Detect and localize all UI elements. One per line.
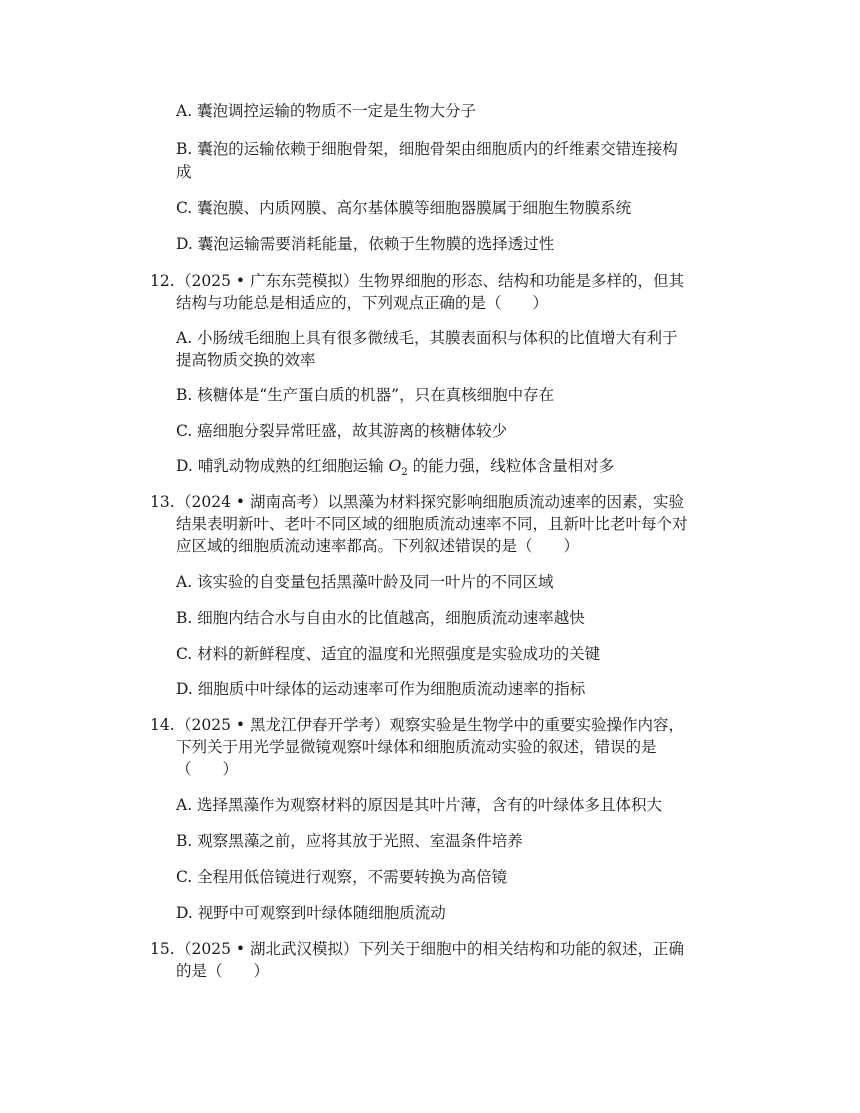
option-a: A. 选择黑藻作为观察材料的原因是其叶片薄，含有的叶绿体多且体积大 (176, 796, 663, 814)
option-b: B. 细胞内结合水与自由水的比值越高，细胞质流动速率越快 (176, 609, 585, 627)
option-a: A. 囊泡调控运输的物质不一定是生物大分子 (176, 102, 477, 120)
oxygen-subscript: 2 (401, 467, 408, 479)
option-c: C. 材料的新鲜程度、适宜的温度和光照强度是实验成功的关键 (176, 645, 601, 663)
option-b: B. 核糖体是“生产蛋白质的机器”，只在真核细胞中存在 (176, 386, 555, 404)
oxygen-formula (388, 457, 408, 479)
question-stem-line-2: 结果表明新叶、老叶不同区域的细胞质流动速率不同，且新叶比老叶每个对 (176, 515, 688, 533)
option-d-text: D. 哺乳动物成熟的红细胞运输 (176, 457, 384, 475)
option-c: C. 囊泡膜、内质网膜、高尔基体膜等细胞器膜属于细胞生物膜系统 (176, 199, 632, 217)
question-number: 13. (150, 493, 175, 511)
option-a: A. 小肠绒毛细胞上具有很多微绒毛，其膜表面积与体积的比值增大有利于 (176, 329, 678, 347)
option-b: B. 观察黑藻之前，应将其放于光照、室温条件培养 (176, 832, 523, 850)
question-stem-line-1: （2024 • 湖南高考）以黑藻为材料探究影响细胞质流动速率的因素，实验 (176, 493, 684, 511)
oxygen-symbol: O (388, 457, 402, 475)
option-a-continued: 提高物质交换的效率 (176, 351, 316, 369)
option-d (176, 456, 614, 483)
option-a: A. 该实验的自变量包括黑藻叶龄及同一叶片的不同区域 (176, 573, 554, 591)
question-stem-line-3: （ ） (176, 760, 239, 778)
question-number: 12. (150, 272, 175, 290)
option-d: D. 视野中可观察到叶绿体随细胞质流动 (176, 904, 446, 922)
question-number: 15. (150, 940, 175, 958)
option-c: C. 全程用低倍镜进行观察，不需要转换为高倍镜 (176, 868, 508, 886)
question-stem-line-1: （2025 • 湖北武汉模拟）下列关于细胞中的相关结构和功能的叙述，正确 (176, 940, 684, 958)
question-number: 14. (150, 716, 175, 734)
question-stem-line-2: 的是（ ） (176, 962, 270, 980)
option-d: D. 细胞质中叶绿体的运动速率可作为细胞质流动速率的指标 (176, 680, 586, 698)
question-stem-line-2: 下列关于用光学显微镜观察叶绿体和细胞质流动实验的叙述，错误的是 (176, 738, 657, 756)
question-stem-line-1: （2025 • 广东东莞模拟）生物界细胞的形态、结构和功能是多样的，但其 (176, 272, 684, 290)
option-d: D. 囊泡运输需要消耗能量，依赖于生物膜的选择透过性 (176, 235, 555, 253)
option-c: C. 癌细胞分裂异常旺盛，故其游离的核糖体较少 (176, 422, 508, 440)
option-b-continued: 成 (176, 163, 192, 181)
question-stem-line-1: （2025 • 黑龙江伊春开学考）观察实验是生物学中的重要实验操作内容， (176, 716, 684, 734)
question-stem-line-3: 应区域的细胞质流动速率都高。下列叙述错误的是（ ） (176, 537, 580, 555)
option-b: B. 囊泡的运输依赖于细胞骨架，细胞骨架由细胞质内的纤维素交错连接构 (176, 140, 678, 158)
option-d-tail: 的能力强，线粒体含量相对多 (412, 457, 615, 475)
question-stem-line-2: 结构与功能总是相适应的，下列观点正确的是（ ） (176, 294, 549, 312)
